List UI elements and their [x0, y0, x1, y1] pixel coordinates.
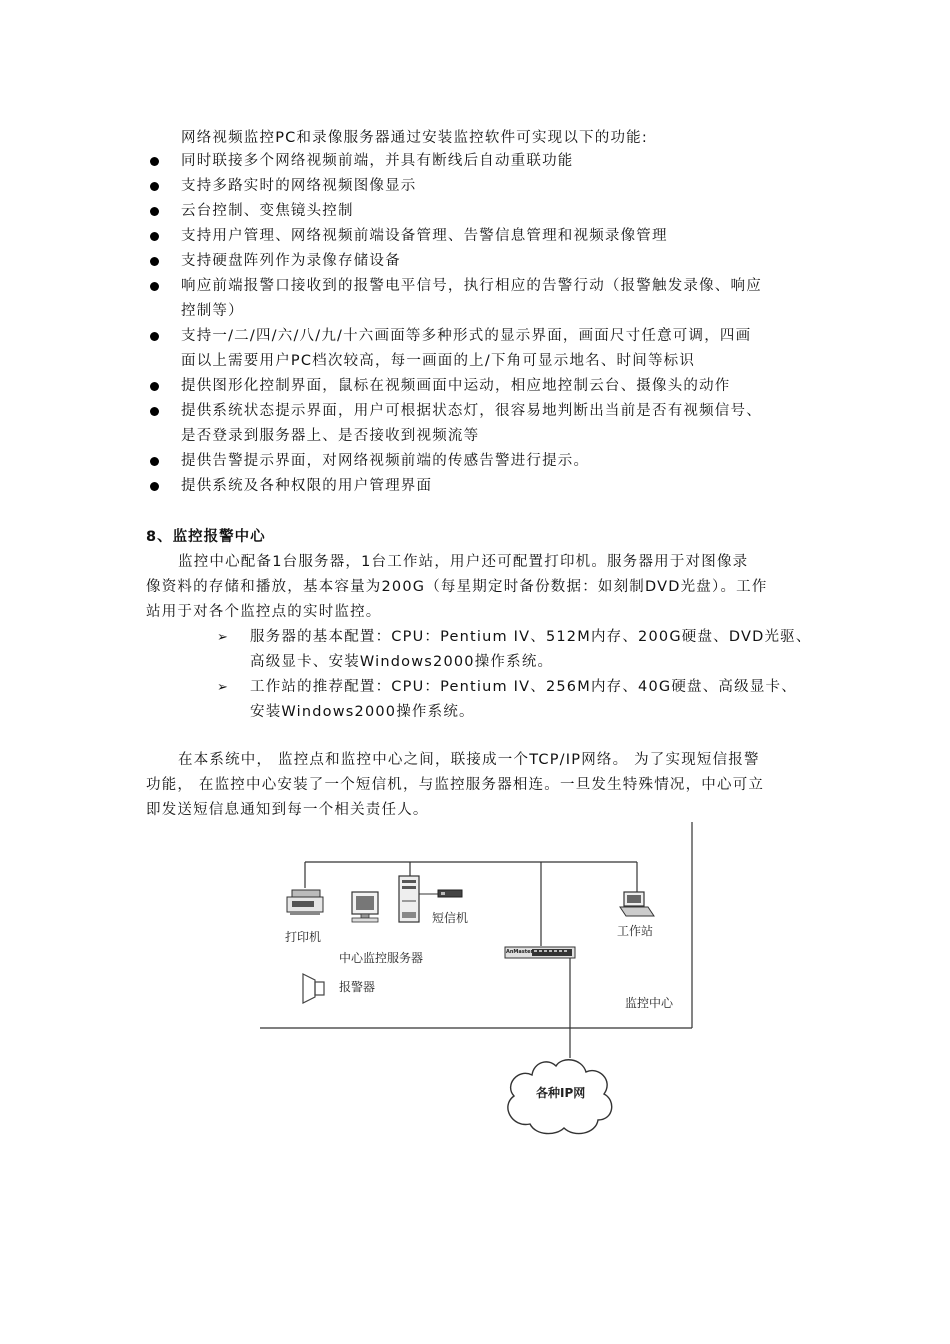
feature-item: 提供告警提示界面，对网络视频前端的传感告警进行提示。	[181, 453, 590, 469]
config-item-continued: 安装Windows2000操作系统。	[250, 704, 475, 720]
network-label: 各种IP网	[536, 1086, 586, 1100]
switch-brand-label: AnMaster	[506, 949, 534, 955]
system-paragraph-line: 即发送短信息通知到每一个相关责任人。	[146, 802, 429, 818]
system-paragraph-line: 在本系统中， 监控点和监控中心之间，联接成一个TCP/IP网络。 为了实现短信报警	[178, 752, 760, 768]
section-heading: 8、监控报警中心	[146, 529, 266, 545]
monitor-icon	[352, 892, 378, 922]
feature-item: 支持一/二/四/六/八/九/十六画面等多种形式的显示界面，画面尺寸任意可调，四画	[181, 328, 752, 344]
feature-item: 支持用户管理、网络视频前端设备管理、告警信息管理和视频录像管理	[181, 228, 668, 244]
feature-item-continued: 是否登录到服务器上、是否接收到视频流等	[181, 428, 480, 444]
feature-item: 支持多路实时的网络视频图像显示	[181, 178, 417, 194]
feature-item: 提供系统状态提示界面，用户可根据状态灯，很容易地判断出当前是否有视频信号、	[181, 403, 762, 419]
feature-item: 云台控制、变焦镜头控制	[181, 203, 354, 219]
sms-label: 短信机	[432, 911, 469, 925]
workstation-label: 工作站	[617, 924, 654, 938]
sms-device-icon	[438, 890, 462, 897]
speaker-icon	[303, 974, 324, 1003]
config-item-continued: 高级显卡、安装Windows2000操作系统。	[250, 654, 554, 670]
intro-text: 网络视频监控PC和录像服务器通过安装监控软件可实现以下的功能:	[181, 130, 648, 146]
config-item: 工作站的推荐配置：CPU：Pentium IV、256M内存、40G硬盘、高级显卡、	[250, 679, 797, 695]
arrow-bullet-icon: ➢	[217, 630, 228, 645]
feature-item-continued: 控制等）	[181, 303, 244, 319]
feature-item: 同时联接多个网络视频前端，并具有断线后自动重联功能	[181, 153, 574, 169]
server-tower-icon	[399, 876, 419, 922]
feature-item: 响应前端报警口接收到的报警电平信号，执行相应的告警行动（报警触发录像、响应	[181, 278, 762, 294]
section-paragraph-line: 像资料的存储和播放，基本容量为200G（每星期定时备份数据：如刻制DVD光盘）。工作	[146, 579, 768, 595]
server-label: 中心监控服务器	[339, 951, 424, 965]
laptop-icon	[620, 892, 654, 916]
config-item: 服务器的基本配置：CPU：Pentium IV、512M内存、200G硬盘、DVD光驱、	[250, 629, 812, 645]
printer-icon	[287, 890, 323, 915]
arrow-bullet-icon: ➢	[217, 680, 228, 695]
feature-item: 支持硬盘阵列作为录像存储设备	[181, 253, 401, 269]
printer-label: 打印机	[285, 930, 322, 944]
section-paragraph-line: 监控中心配备1台服务器，1台工作站，用户还可配置打印机。服务器用于对图像录	[178, 554, 749, 570]
feature-item: 提供图形化控制界面，鼠标在视频画面中运动，相应地控制云台、摄像头的动作	[181, 378, 731, 394]
feature-item-continued: 面以上需要用户PC档次较高，每一画面的上/下角可显示地名、时间等标识	[181, 353, 696, 369]
center-label: 监控中心	[625, 996, 674, 1010]
section-paragraph-line: 站用于对各个监控点的实时监控。	[146, 604, 382, 620]
feature-item: 提供系统及各种权限的用户管理界面	[181, 478, 433, 494]
alarm-label: 报警器	[339, 980, 376, 994]
system-paragraph-line: 功能， 在监控中心安装了一个短信机，与监控服务器相连。一旦发生特殊情况，中心可立	[146, 777, 765, 793]
